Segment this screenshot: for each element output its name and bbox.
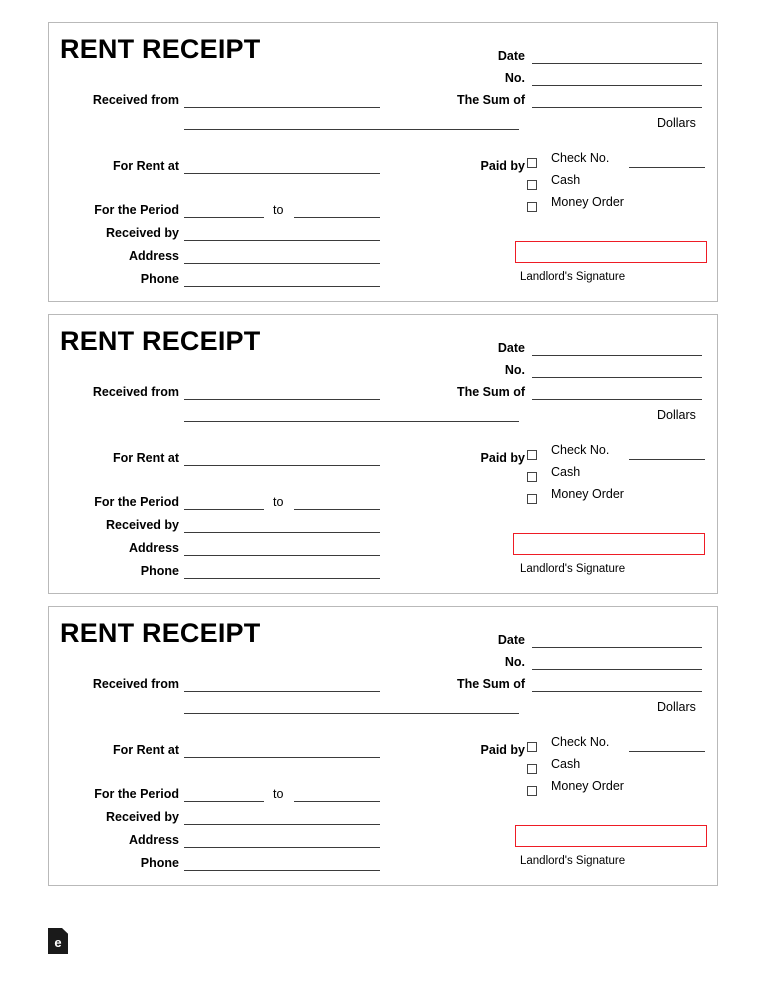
field-sum-continued[interactable]: [184, 713, 519, 714]
label-paid-by: Paid by: [480, 159, 525, 173]
signature-box[interactable]: [515, 825, 707, 847]
field-period-to[interactable]: [294, 801, 380, 802]
checkbox-cash[interactable]: [527, 180, 537, 190]
label-the-sum-of: The Sum of: [456, 93, 525, 107]
label-received-by: Received by: [106, 810, 179, 824]
label-phone: Phone: [140, 856, 179, 870]
label-phone: Phone: [140, 272, 179, 286]
label-address: Address: [128, 833, 179, 847]
field-period-from[interactable]: [184, 509, 264, 510]
label-for-the-period: For the Period: [94, 787, 179, 801]
field-sum-continued[interactable]: [184, 421, 519, 422]
field-the-sum-of[interactable]: [532, 107, 702, 108]
field-received-by[interactable]: [184, 824, 380, 825]
label-no: No.: [504, 363, 525, 377]
label-paid-by: Paid by: [480, 451, 525, 465]
label-check-no: Check No.: [551, 735, 610, 749]
label-landlords-signature: Landlord's Signature: [520, 855, 626, 867]
checkbox-cash[interactable]: [527, 472, 537, 482]
label-date: Date: [497, 633, 525, 647]
label-date: Date: [497, 49, 525, 63]
checkbox-check-no[interactable]: [527, 158, 537, 168]
field-check-no[interactable]: [629, 751, 705, 752]
field-for-rent-at[interactable]: [184, 465, 380, 466]
field-period-from[interactable]: [184, 801, 264, 802]
checkbox-check-no[interactable]: [527, 742, 537, 752]
label-money-order: Money Order: [551, 487, 624, 501]
page-title: RENT RECEIPT: [60, 326, 261, 356]
eforms-logo-icon: [48, 928, 68, 954]
field-received-by[interactable]: [184, 240, 380, 241]
field-address[interactable]: [184, 847, 380, 848]
label-dollars: Dollars: [657, 408, 696, 422]
field-date[interactable]: [532, 355, 702, 356]
field-address[interactable]: [184, 555, 380, 556]
checkbox-cash[interactable]: [527, 764, 537, 774]
field-address[interactable]: [184, 263, 380, 264]
label-money-order: Money Order: [551, 779, 624, 793]
label-cash: Cash: [551, 173, 581, 187]
field-period-from[interactable]: [184, 217, 264, 218]
field-phone[interactable]: [184, 578, 380, 579]
label-received-by: Received by: [106, 226, 179, 240]
field-the-sum-of[interactable]: [532, 399, 702, 400]
label-cash: Cash: [551, 757, 581, 771]
label-the-sum-of: The Sum of: [456, 677, 525, 691]
field-received-by[interactable]: [184, 532, 380, 533]
label-date: Date: [497, 341, 525, 355]
label-for-rent-at: For Rent at: [113, 451, 179, 465]
label-to: to: [273, 203, 284, 217]
label-the-sum-of: The Sum of: [456, 385, 525, 399]
label-received-by: Received by: [106, 518, 179, 532]
page-title: RENT RECEIPT: [60, 34, 261, 64]
receipts-container: [48, 22, 718, 898]
field-received-from[interactable]: [184, 107, 380, 108]
field-no[interactable]: [532, 85, 702, 86]
checkbox-money-order[interactable]: [527, 202, 537, 212]
label-phone: Phone: [140, 564, 179, 578]
label-no: No.: [504, 71, 525, 85]
label-money-order: Money Order: [551, 195, 624, 209]
checkbox-money-order[interactable]: [527, 494, 537, 504]
field-sum-continued[interactable]: [184, 129, 519, 130]
label-to: to: [273, 787, 284, 801]
receipt-copy-3: [48, 606, 718, 886]
field-check-no[interactable]: [629, 167, 705, 168]
label-for-rent-at: For Rent at: [113, 743, 179, 757]
label-no: No.: [504, 655, 525, 669]
label-paid-by: Paid by: [480, 743, 525, 757]
label-landlords-signature: Landlord's Signature: [520, 271, 626, 283]
field-the-sum-of[interactable]: [532, 691, 702, 692]
page-title: RENT RECEIPT: [60, 618, 261, 648]
label-received-from: Received from: [92, 385, 179, 399]
field-date[interactable]: [532, 63, 702, 64]
field-no[interactable]: [532, 669, 702, 670]
field-for-rent-at[interactable]: [184, 757, 380, 758]
field-no[interactable]: [532, 377, 702, 378]
label-check-no: Check No.: [551, 151, 610, 165]
label-received-from: Received from: [92, 93, 179, 107]
label-to: to: [273, 495, 284, 509]
signature-box[interactable]: [515, 241, 707, 263]
field-for-rent-at[interactable]: [184, 173, 380, 174]
label-received-from: Received from: [92, 677, 179, 691]
signature-box[interactable]: [513, 533, 705, 555]
field-period-to[interactable]: [294, 509, 380, 510]
label-address: Address: [128, 541, 179, 555]
label-for-the-period: For the Period: [94, 203, 179, 217]
label-address: Address: [128, 249, 179, 263]
label-check-no: Check No.: [551, 443, 610, 457]
field-received-from[interactable]: [184, 399, 380, 400]
field-period-to[interactable]: [294, 217, 380, 218]
label-for-the-period: For the Period: [94, 495, 179, 509]
label-dollars: Dollars: [657, 700, 696, 714]
receipt-copy-2: [48, 314, 718, 594]
checkbox-check-no[interactable]: [527, 450, 537, 460]
receipt-copy-1: [48, 22, 718, 302]
label-landlords-signature: Landlord's Signature: [520, 563, 626, 575]
checkbox-money-order[interactable]: [527, 786, 537, 796]
logo-letter: e: [54, 935, 62, 950]
label-for-rent-at: For Rent at: [113, 159, 179, 173]
field-received-from[interactable]: [184, 691, 380, 692]
label-cash: Cash: [551, 465, 581, 479]
field-check-no[interactable]: [629, 459, 705, 460]
field-phone[interactable]: [184, 870, 380, 871]
field-date[interactable]: [532, 647, 702, 648]
field-phone[interactable]: [184, 286, 380, 287]
label-dollars: Dollars: [657, 116, 696, 130]
